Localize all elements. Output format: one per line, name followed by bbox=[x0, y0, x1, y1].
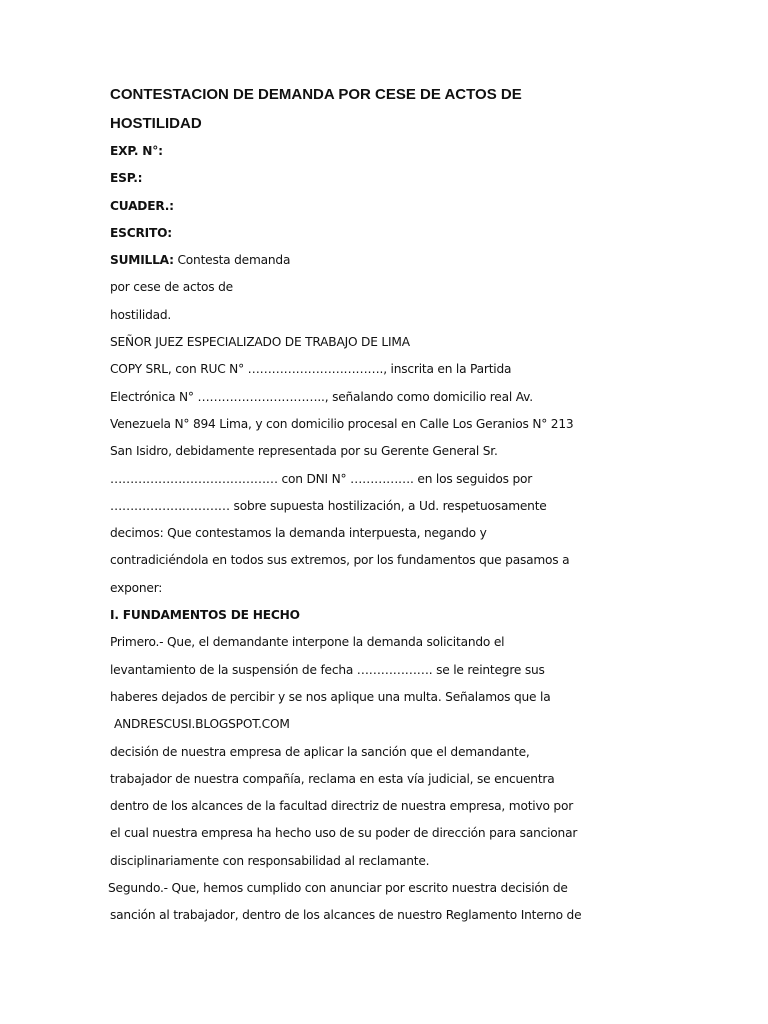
addressee: SEÑOR JUEZ ESPECIALIZADO DE TRABAJO DE LIMA bbox=[110, 335, 410, 350]
primero-paragraph bbox=[110, 629, 580, 875]
section-heading: I. FUNDAMENTOS DE HECHO bbox=[110, 608, 300, 623]
paragraph-line: San Isidro, debidamente representada por su Gerente General Sr. bbox=[110, 444, 498, 459]
paragraph-line: sanción al trabajador, dentro de los alcances de nuestro Reglamento Interno de bbox=[110, 908, 582, 923]
paragraph-line: levantamiento de la suspensión de fecha ………………. se le reintegre sus bbox=[110, 662, 545, 677]
sumilla-text-line-2: por cese de actos de bbox=[110, 280, 233, 295]
document-page bbox=[110, 80, 580, 930]
intro-paragraph bbox=[110, 356, 580, 602]
paragraph-line: dentro de los alcances de la facultad directriz de nuestra empresa, motivo por bbox=[110, 799, 574, 814]
paragraph-line: el cual nuestra empresa ha hecho uso de su poder de dirección para sancionar bbox=[110, 826, 578, 841]
cuader-field: CUADER.: bbox=[110, 198, 174, 213]
sumilla-label: SUMILLA: bbox=[110, 253, 174, 268]
paragraph-line: disciplinariamente con responsabilidad al reclamante. bbox=[110, 853, 430, 868]
paragraph-line: decisión de nuestra empresa de aplicar la sanción que el demandante, bbox=[110, 744, 530, 759]
paragraph-line: COPY SRL, con RUC N° ……………………………., inscrita en la Partida bbox=[110, 362, 512, 377]
paragraph-line: …………………………………… con DNI N° ……………. en los seguidos por bbox=[110, 471, 533, 486]
document-title: CONTESTACION DE DEMANDA POR CESE DE ACTOS DE HOSTILIDAD bbox=[110, 86, 522, 132]
paragraph-line: Electrónica N° ………………………….., señalando como domicilio real Av. bbox=[110, 389, 533, 404]
exp-field: EXP. N°: bbox=[110, 144, 163, 158]
sumilla-line bbox=[110, 247, 580, 274]
paragraph-line: Segundo.- Que, hemos cumplido con anunciar por escrito nuestra decisión de bbox=[108, 881, 568, 896]
paragraph-line: contradiciéndola en todos sus extremos, por los fundamentos que pasamos a bbox=[110, 553, 570, 568]
sumilla-text: Contesta demanda bbox=[173, 253, 291, 268]
esp-field: ESP.: bbox=[110, 171, 143, 186]
escrito-field: ESCRITO: bbox=[110, 225, 172, 240]
paragraph-line: Primero.- Que, el demandante interpone la demanda solicitando el bbox=[110, 635, 505, 650]
paragraph-line: Venezuela N° 894 Lima, y con domicilio procesal en Calle Los Geranios N° 213 bbox=[110, 416, 574, 431]
paragraph-line: decimos: Que contestamos la demanda interpuesta, negando y bbox=[110, 526, 487, 541]
paragraph-line: exponer: bbox=[110, 580, 163, 595]
sumilla-text-line-3: hostilidad. bbox=[110, 307, 172, 322]
paragraph-line: ………………………… sobre supuesta hostilización, a Ud. respetuosamente bbox=[110, 498, 547, 513]
segundo-paragraph bbox=[110, 875, 580, 930]
paragraph-line: trabajador de nuestra compañía, reclama en esta vía judicial, se encuentra bbox=[110, 771, 555, 786]
watermark-text: ANDRESCUSI.BLOGSPOT.COM bbox=[114, 717, 290, 732]
paragraph-line: haberes dejados de percibir y se nos aplique una multa. Señalamos que la bbox=[110, 689, 551, 704]
